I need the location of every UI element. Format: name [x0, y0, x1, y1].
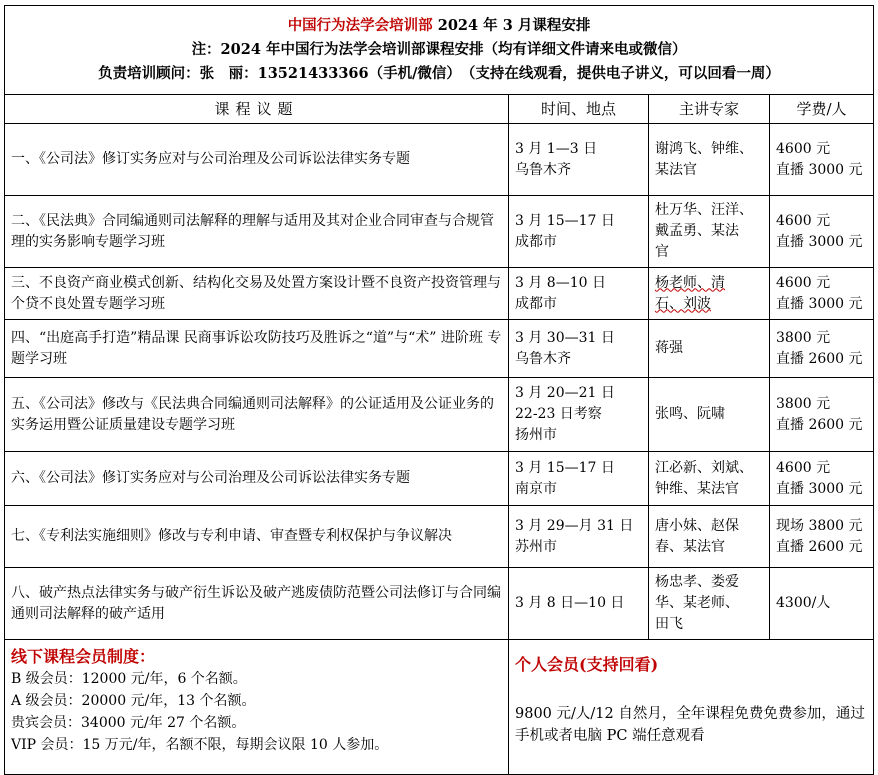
- course-time-place-line: 3 月 29—月 31 日: [515, 517, 634, 534]
- course-time-place-line: 乌鲁木齐: [515, 350, 571, 367]
- course-topic: 二、《民法典》合同编通则司法解释的理解与适用及其对企业合同审查与合规管理的实务影响专题学习班: [5, 196, 509, 268]
- course-time-place: [509, 124, 649, 196]
- course-fee-line: 直播 3000 元: [776, 161, 863, 178]
- course-row: [5, 568, 874, 640]
- schedule-header: [5, 6, 874, 95]
- contact-line: 负责培训顾问：张 丽：13521433366（手机/微信） （支持在线观看，提供电子讲义，可以回看一周）: [98, 65, 780, 82]
- course-fee-line: 现场 3800 元: [776, 517, 863, 534]
- course-time-place: [509, 378, 649, 452]
- course-fee-line: 直播 3000 元: [776, 233, 863, 250]
- membership-title: 线下课程会员制度：: [11, 647, 156, 666]
- course-time-place: [509, 568, 649, 640]
- course-expert: [649, 378, 770, 452]
- personal-membership: [509, 640, 874, 775]
- col-header-topic: 课程议题: [5, 95, 509, 124]
- course-topic: 八、破产热点法律实务与破产衍生诉讼及破产逃废债防范暨公司法修订与合同编通则司法解释的破产适用: [5, 568, 509, 640]
- course-row: [5, 196, 874, 268]
- course-time-place-line: 南京市: [515, 480, 557, 497]
- course-expert: [649, 124, 770, 196]
- course-topic: 一、《公司法》修订实务应对与公司治理及公司诉讼法律实务专题: [5, 124, 509, 196]
- course-topic: 五、《公司法》修改与《民法典合同编通则司法解释》的公证适用及公证业务的实务运用暨公证质量建设专题学习班: [5, 378, 509, 452]
- course-expert-line: 唐小妹、赵保: [655, 517, 739, 534]
- course-row: [5, 320, 874, 378]
- course-fee: [770, 320, 874, 378]
- course-time-place-line: 苏州市: [515, 538, 557, 555]
- course-fee-line: 4600 元: [776, 212, 831, 229]
- course-fee-line: 4600 元: [776, 459, 831, 476]
- course-time-place: [509, 506, 649, 568]
- course-time-place-line: 成都市: [515, 233, 557, 250]
- course-fee: [770, 378, 874, 452]
- course-fee-line: 4300/人: [776, 595, 831, 611]
- membership-level: B 级会员：12000 元/年，6 个名额。: [11, 671, 247, 687]
- course-time-place-line: 3 月 20—21 日: [515, 385, 615, 401]
- course-expert-line: 杨老师、清: [655, 274, 725, 291]
- schedule-note: 注：2024 年中国行为法学会培训部课程安排（均有详细文件请来电或微信）: [191, 41, 687, 58]
- course-time-place-line: 3 月 8—10 日: [515, 274, 606, 291]
- course-fee-line: 3800 元: [776, 395, 831, 412]
- course-time-place-line: 3 月 30—31 日: [515, 329, 615, 346]
- membership-level: A 级会员：20000 元/年，13 个名额。: [11, 693, 256, 709]
- course-expert-line: 春、某法官: [655, 538, 725, 555]
- course-topic: 三、不良资产商业模式创新、结构化交易及处置方案设计暨不良资产投资管理与个贷不良处置专题学习班: [5, 268, 509, 320]
- personal-membership-desc: 9800 元/人/12 自然月，全年课程免费免费参加，通过手机或者电脑 PC 端任意观看: [515, 706, 865, 744]
- course-expert-line: 蒋强: [655, 340, 683, 356]
- course-row: [5, 452, 874, 506]
- course-expert: [649, 320, 770, 378]
- course-expert: [649, 196, 770, 268]
- course-time-place: [509, 268, 649, 320]
- course-expert-line: 华、某老师、: [655, 595, 739, 611]
- course-fee-line: 直播 2600 元: [776, 350, 863, 367]
- course-row: [5, 506, 874, 568]
- course-row: [5, 378, 874, 452]
- course-rows: [5, 124, 874, 640]
- course-fee-line: 4600 元: [776, 274, 831, 291]
- course-time-place-line: 3 月 8 日—10 日: [515, 595, 625, 611]
- course-fee: [770, 196, 874, 268]
- course-time-place: [509, 320, 649, 378]
- course-fee: [770, 506, 874, 568]
- course-expert: [649, 268, 770, 320]
- course-fee: [770, 568, 874, 640]
- course-time-place: [509, 452, 649, 506]
- course-topic: 六、《公司法》修订实务应对与公司治理及公司诉讼法律实务专题: [5, 452, 509, 506]
- course-expert-line: 某法官: [655, 161, 697, 178]
- course-time-place-line: 22-23 日考察: [515, 406, 602, 422]
- course-fee: [770, 452, 874, 506]
- org-name: 中国行为法学会培训部: [287, 17, 433, 34]
- course-expert-line: 张鸣、阮啸: [655, 406, 725, 422]
- course-topic: 四、“出庭高手打造”精品课 民商事诉讼攻防技巧及胜诉之“道”与“术” 进阶班 专题学习班: [5, 320, 509, 378]
- course-time-place-line: 3 月 1—3 日: [515, 140, 598, 157]
- membership-level: VIP 会员：15 万元/年，名额不限，每期会议限 10 人参加。: [11, 737, 389, 753]
- course-expert-line: 石、刘波: [655, 295, 711, 312]
- course-time-place-line: 乌鲁木齐: [515, 161, 571, 178]
- course-fee-line: 4600 元: [776, 140, 831, 157]
- course-schedule-table: [4, 5, 874, 775]
- course-time-place-line: 成都市: [515, 295, 557, 312]
- course-expert: [649, 506, 770, 568]
- course-row: [5, 268, 874, 320]
- course-time-place: [509, 196, 649, 268]
- course-time-place-line: 3 月 15—17 日: [515, 212, 615, 229]
- course-fee-line: 3800 元: [776, 329, 831, 346]
- schedule-title: 2024 年 3 月课程安排: [432, 17, 591, 34]
- course-expert-line: 谢鸿飞、钟维、: [655, 140, 753, 157]
- course-expert-line: 钟维、某法官: [655, 480, 739, 497]
- col-header-time: 时间、地点: [509, 95, 649, 124]
- course-expert-line: 杨忠孝、娄爱: [655, 574, 739, 590]
- course-fee: [770, 124, 874, 196]
- membership-section: [5, 640, 509, 775]
- course-fee-line: 直播 2600 元: [776, 416, 863, 433]
- course-topic: 七、《专利法实施细则》修改与专利申请、审查暨专利权保护与争议解决: [5, 506, 509, 568]
- course-expert-line: 田飞: [655, 616, 683, 632]
- course-fee-line: 直播 3000 元: [776, 295, 863, 312]
- course-expert-line: 杜万华、汪洋、: [655, 202, 753, 218]
- course-expert-line: 江必新、刘斌、: [655, 459, 753, 476]
- membership-level: 贵宾会员：34000 元/年 27 个名额。: [11, 715, 246, 731]
- col-header-fee: 学费/人: [770, 95, 874, 124]
- course-expert-line: 官: [655, 244, 669, 260]
- col-header-expert: 主讲专家: [649, 95, 770, 124]
- course-expert: [649, 568, 770, 640]
- course-row: [5, 124, 874, 196]
- course-expert: [649, 452, 770, 506]
- course-time-place-line: 扬州市: [515, 427, 557, 443]
- course-time-place-line: 3 月 15—17 日: [515, 459, 615, 476]
- course-expert-line: 戴孟勇、某法: [655, 223, 739, 239]
- course-fee-line: 直播 2600 元: [776, 538, 863, 555]
- personal-membership-title: 个人会员(支持回看): [515, 655, 659, 674]
- course-fee-line: 直播 3000 元: [776, 480, 863, 497]
- course-fee: [770, 268, 874, 320]
